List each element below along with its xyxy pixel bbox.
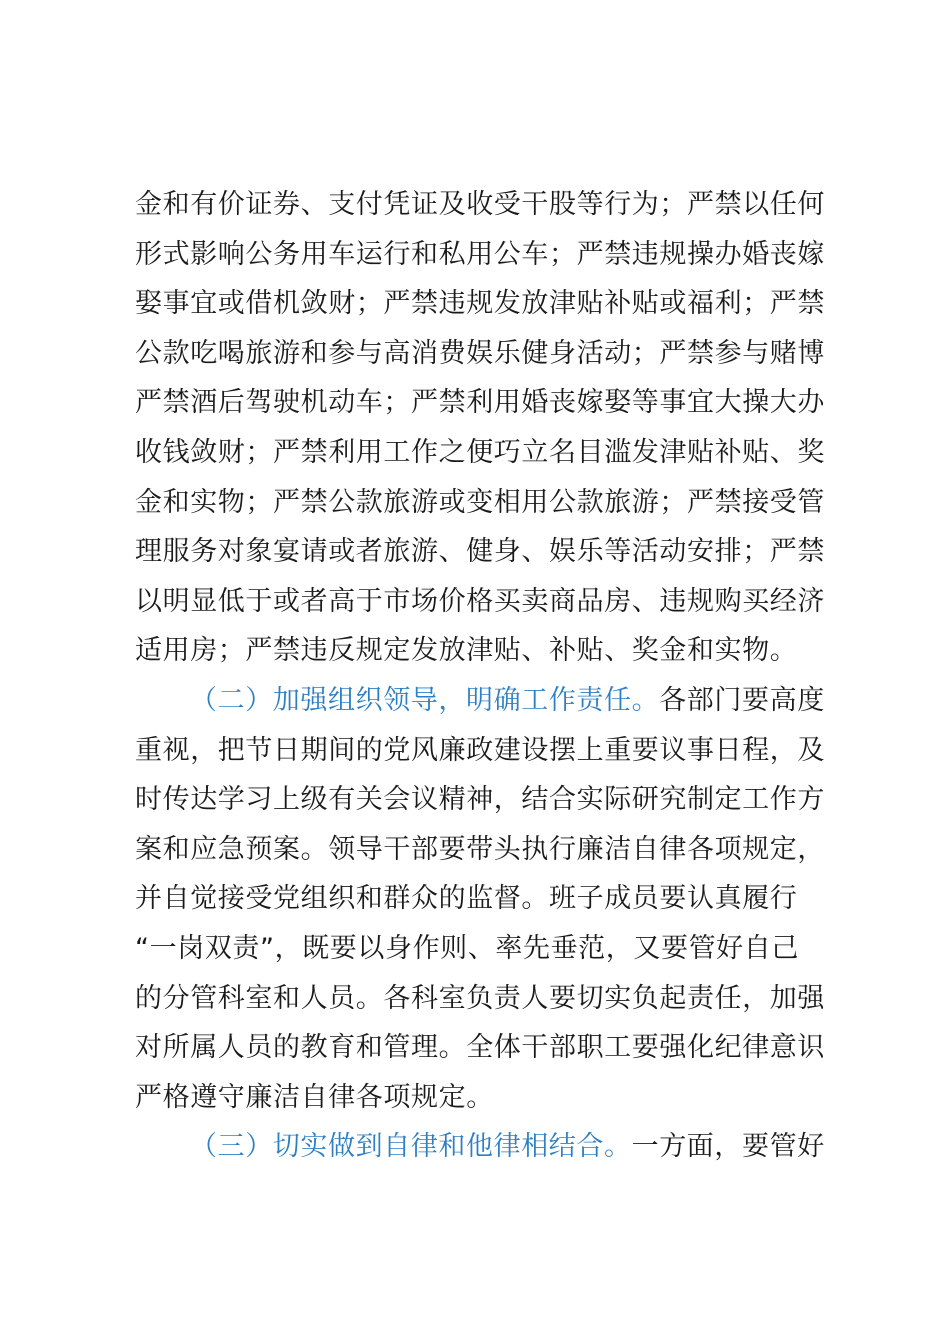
paragraph-line: 对所属人员的教育和管理。全体干部职工要强化纪律意识 <box>135 1032 825 1064</box>
paragraph-line: 理服务对象宴请或者旅游、健身、娱乐等活动安排；严禁 <box>135 536 825 568</box>
paragraph-line: 案和应急预案。领导干部要带头执行廉洁自律各项规定， <box>135 833 825 865</box>
paragraph-line: 严格遵守廉洁自律各项规定。 <box>135 1081 494 1113</box>
paragraph-line: 形式影响公务用车运行和私用公车；严禁违规操办婚丧嫁 <box>135 238 825 270</box>
paragraph-line: 并自觉接受党组织和群众的监督。班子成员要认真履行 <box>135 883 798 915</box>
section-3-first-line <box>135 1122 835 1172</box>
paragraph-line: 严禁酒后驾驶机动车；严禁利用婚丧嫁娶等事宜大操大办 <box>135 387 825 419</box>
section-2-text: 各部门要高度 <box>659 684 825 716</box>
paragraph-line: 收钱敛财；严禁利用工作之便巧立名目滥发津贴补贴、奖 <box>135 436 825 468</box>
paragraph-line: 适用房；严禁违反规定发放津贴、补贴、奖金和实物。 <box>135 635 798 667</box>
document-body <box>135 180 835 1172</box>
section-3-text: 一方面，要管好 <box>631 1131 825 1163</box>
paragraph-line: 时传达学习上级有关会议精神，结合实际研究制定工作方 <box>135 784 825 816</box>
paragraph-line: 金和实物；严禁公款旅游或变相用公款旅游；严禁接受管 <box>135 486 825 518</box>
paragraph-line: 金和有价证券、支付凭证及收受干股等行为；严禁以任何 <box>135 189 825 220</box>
paragraph-line: 的分管科室和人员。各科室负责人要切实负起责任，加强 <box>135 982 825 1014</box>
paragraph-line: 重视，把节日期间的党风廉政建设摆上重要议事日程，及 <box>135 734 825 766</box>
paragraph-line: 娶事宜或借机敛财；严禁违规发放津贴补贴或福利；严禁 <box>135 288 825 320</box>
paragraph-line: “一岗双责”，既要以身作则、率先垂范，又要管好自己 <box>135 932 799 964</box>
section-2-first-line <box>135 676 835 726</box>
paragraph-line: 公款吃喝旅游和参与高消费娱乐健身活动；严禁参与赌博 <box>135 337 825 369</box>
section-2-heading: （二）加强组织领导，明确工作责任。 <box>190 684 660 716</box>
section-3-heading: （三）切实做到自律和他律相结合。 <box>190 1131 632 1163</box>
paragraph-line: 以明显低于或者高于市场价格买卖商品房、违规购买经济 <box>135 585 825 617</box>
